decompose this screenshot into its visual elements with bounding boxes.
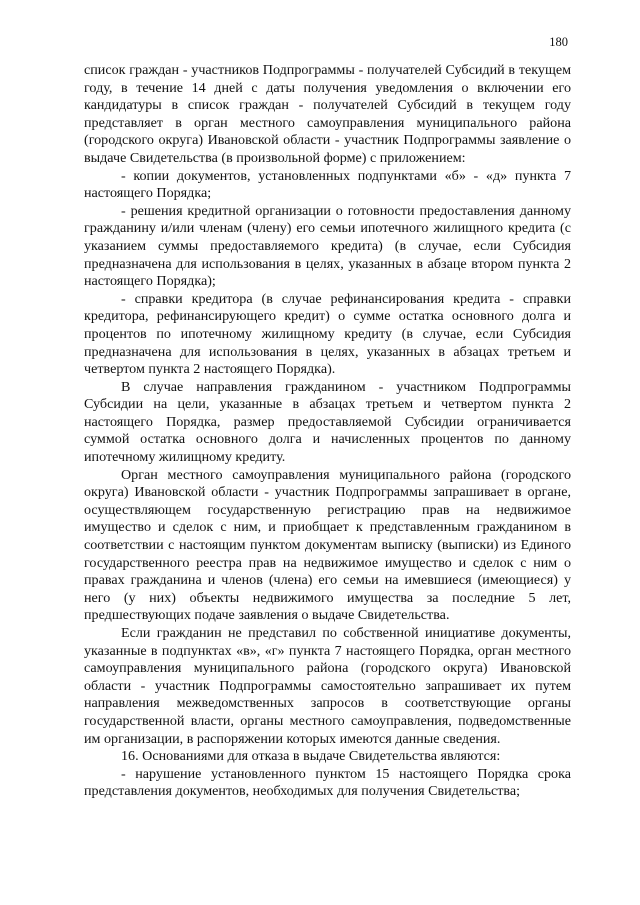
paragraph-registry-request: Орган местного самоуправления муниципального района (городского округа) Ивановской области - участник Подпрограммы запрашивает в органе, осуществляющем государственную регистрацию прав на недвижимое имущество и сделок с ним, и приобщает к представленным гражданином в соответствии с настоящим пунктом документам выписку (выписки) из Единого государственного реестра прав на недвижимое имущество и сделок с ним о правах гражданина и членов (члена) его семьи на имевшиеся (имеющиеся) у него (у них) объекты недвижимого имущества за последние 5 лет, предшествующих подаче заявления о выдаче Свидетельства. xyxy=(84,466,571,624)
paragraph-deadline-violation: - нарушение установленного пунктом 15 настоящего Порядка срока представления документов, необходимых для получения Свидетельства; xyxy=(84,765,571,800)
paragraph-refusal-grounds-heading: 16. Основаниями для отказа в выдаче Свидетельства являются: xyxy=(121,748,501,765)
paragraph-interagency-requests: Если гражданин не представил по собственной инициативе документы, указанные в подпунктах «в», «г» пункта 7 настоящего Порядка, орган местного самоуправления муниципального района (городского округа) Ивановской области - участник Подпрограммы самостоятельно запрашивает их путем направления межведомственных запросов в соответствующие органы государственной власти, органы местного самоуправления, подведомственные им организации, в распоряжении которых имеются данные сведения. xyxy=(84,625,571,747)
paragraph-applicant-list: список граждан - участников Подпрограммы - получателей Субсидий в текущем году, в течение 14 дней с даты получения уведомления о включении его кандидатуры в список граждан - получателей Субсидий в текущем году представляет в орган местного самоуправления муниципального района (городского округа) Ивановской области - участник Подпрограммы заявление о выдаче Свидетельства (в произвольной форме) с приложением: xyxy=(84,62,571,166)
paragraph-document-copies: - копии документов, установленных подпунктами «б» - «д» пункта 7 настоящего Порядка; xyxy=(84,167,571,202)
document-body xyxy=(84,62,571,801)
paragraph-subsidy-limit: В случае направления гражданином - участником Подпрограммы Субсидии на цели, указанные в абзацах третьем и четвертом пункта 2 настоящего Порядка, размер предоставляемой Субсидии ограничивается суммой остатка основного долга и начисленных процентов по данному ипотечному жилищному кредиту. xyxy=(84,378,571,466)
paragraph-creditor-certificate: - справки кредитора (в случае рефинансирования кредита - справки кредитора, рефинансирующего кредит) о сумме остатка основного долга и процентов по ипотечному жилищному кредиту (в случае, если Субсидия предназначена для использования в целях, указанных в абзацах третьем и четвертом пункта 2 настоящего Порядка). xyxy=(84,290,571,378)
paragraph-bank-decision: - решения кредитной организации о готовности предоставления данному гражданину и/или членам (члену) его семьи ипотечного жилищного кредита (с указанием суммы предоставляемого кредита) (в случае, если Субсидия предназначена для использования в целях, указанных в абзаце втором пункта 2 настоящего Порядка); xyxy=(84,202,571,290)
page-number: 180 xyxy=(549,35,568,49)
